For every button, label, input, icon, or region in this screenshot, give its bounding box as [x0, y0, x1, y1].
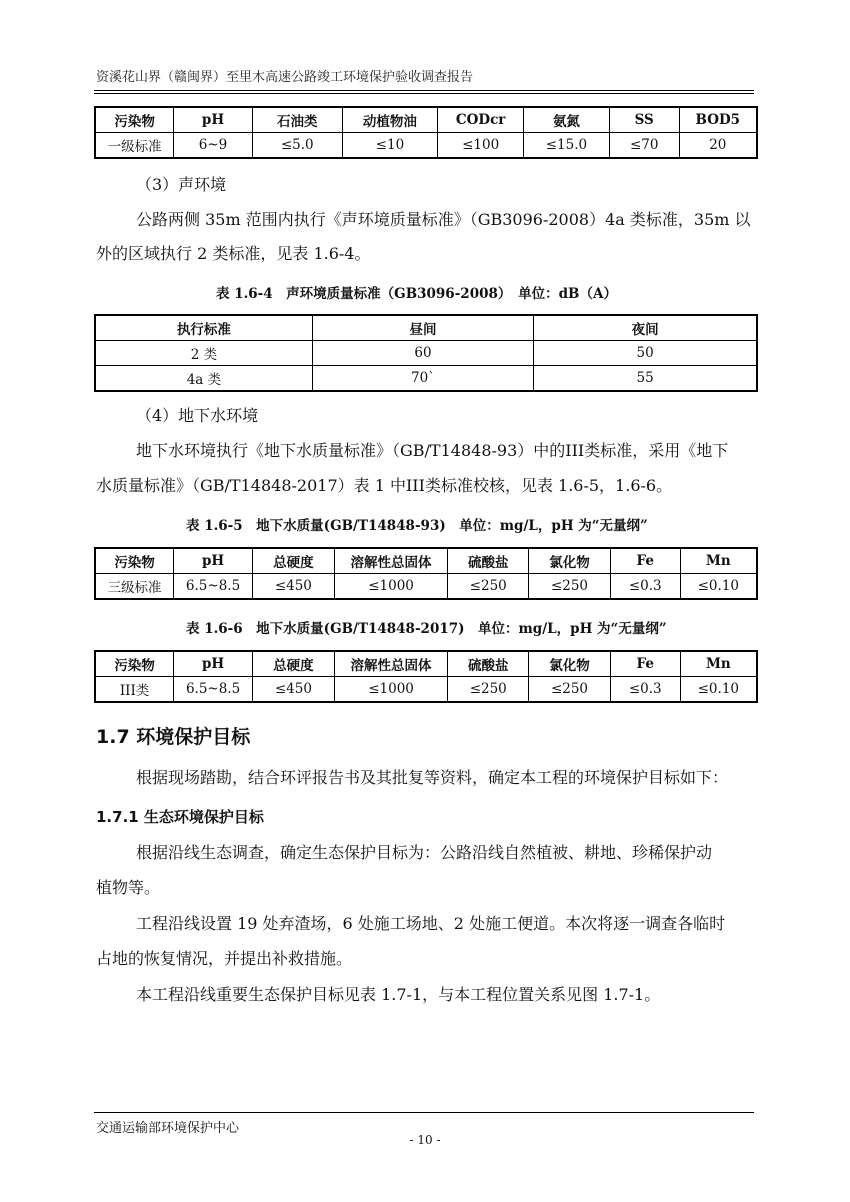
header-cell: 昼间 — [312, 315, 533, 341]
header-cell: 执行标准 — [95, 315, 312, 341]
table-cell: ≤1000 — [334, 574, 448, 600]
paragraph-line: 根据沿线生态调查，确定生态保护目标为：公路沿线自然植被、耕地、珍稀保护动 — [136, 843, 713, 862]
table-row — [95, 677, 757, 703]
header-cell: BOD5 — [679, 107, 757, 133]
table-header-row — [95, 107, 757, 133]
table-cell: ≤250 — [529, 677, 611, 703]
section-heading-1-7-1: 1.7.1 生态环境保护目标 — [96, 808, 264, 826]
header-cell: 氯化物 — [529, 548, 611, 574]
table-cell: ≤450 — [252, 574, 334, 600]
table-cell: 4a 类 — [95, 366, 312, 392]
header-cell: 氯化物 — [529, 651, 611, 677]
header-cell: 硫酸盐 — [448, 548, 529, 574]
paragraph-line: 工程沿线设置 19 处弃渣场，6 处施工场地、2 处施工便道。本次将逐一调查各临时 — [136, 914, 726, 933]
table-caption: 表 1.6-6 地下水质量(GB/T14848-2017) 单位：mg/L，pH 为“无量纲” — [186, 621, 667, 637]
table-cell: 三级标准 — [95, 574, 174, 600]
table-cell: ≤250 — [448, 677, 529, 703]
table-cell: 2 类 — [95, 341, 312, 366]
table-cell: 6.5~8.5 — [174, 677, 253, 703]
footer-org: 交通运输部环境保护中心 — [96, 1121, 240, 1136]
header-cell: 溶解性总固体 — [334, 651, 448, 677]
groundwater-table-2017 — [94, 650, 758, 703]
paragraph-line: 根据现场踏勘，结合环评报告书及其批复等资料，确定本工程的环境保护目标如下： — [136, 768, 729, 787]
header-cell: CODcr — [438, 107, 524, 133]
paragraph-line: 地下水环境执行《地下水质量标准》（GB/T14848-93）中的III类标准，采用《地下 — [136, 441, 729, 460]
table-cell: ≤250 — [448, 574, 529, 600]
noise-standard-table — [94, 314, 758, 392]
table-caption: 表 1.6-4 声环境质量标准（GB3096-2008） 单位：dB（A） — [216, 286, 617, 302]
water-standard-table — [94, 106, 758, 159]
header-rule-thin — [94, 93, 754, 94]
header-cell: 石油类 — [252, 107, 342, 133]
header-cell: pH — [174, 651, 253, 677]
table-cell: 6~9 — [174, 133, 253, 159]
table-cell: 60 — [312, 341, 533, 366]
page-number: - 10 - — [409, 1133, 441, 1147]
table-cell: ≤70 — [609, 133, 679, 159]
table-row — [95, 574, 757, 600]
header-cell: 硫酸盐 — [448, 651, 529, 677]
header-cell: SS — [609, 107, 679, 133]
table-cell: ≤0.10 — [680, 574, 757, 600]
table-cell: ≤0.3 — [610, 677, 680, 703]
table-cell: 55 — [534, 366, 757, 392]
paragraph-line: 公路两侧 35m 范围内执行《声环境质量标准》（GB3096-2008）4a 类标准，35m 以 — [136, 210, 751, 229]
table-caption: 表 1.6-5 地下水质量(GB/T14848-93) 单位：mg/L，pH 为“无量纲” — [186, 518, 648, 534]
table-cell: 70` — [312, 366, 533, 392]
header-cell: 污染物 — [95, 548, 174, 574]
table-cell: ≤450 — [253, 677, 335, 703]
header-rule — [94, 90, 754, 91]
table-cell: 6.5~8.5 — [174, 574, 253, 600]
section-heading-groundwater: （4）地下水环境 — [136, 406, 259, 425]
paragraph-line: 外的区域执行 2 类标准，见表 1.6-4。 — [96, 244, 371, 263]
header-cell: 总硬度 — [252, 548, 334, 574]
table-cell: 一级标准 — [95, 133, 174, 159]
table-cell: ≤1000 — [334, 677, 448, 703]
header-cell: Fe — [610, 548, 680, 574]
header-cell: 夜间 — [534, 315, 757, 341]
footer-rule — [94, 1112, 754, 1113]
header-cell: 溶解性总固体 — [334, 548, 448, 574]
table-header-row — [95, 548, 757, 574]
paragraph-line: 本工程沿线重要生态保护目标见表 1.7-1，与本工程位置关系见图 1.7-1。 — [136, 985, 661, 1004]
table-cell: 50 — [534, 341, 757, 366]
header-cell: 污染物 — [95, 107, 174, 133]
header-cell: 总硬度 — [253, 651, 335, 677]
header-cell: Mn — [680, 651, 757, 677]
table-cell: ≤15.0 — [524, 133, 610, 159]
header-cell: pH — [174, 107, 253, 133]
table-cell: ≤100 — [438, 133, 524, 159]
groundwater-table-93 — [94, 547, 758, 600]
section-heading-1-7: 1.7 环境保护目标 — [96, 726, 251, 748]
table-cell: III类 — [95, 677, 174, 703]
table-cell: ≤250 — [529, 574, 611, 600]
table-cell: ≤5.0 — [252, 133, 342, 159]
section-heading-noise: （3）声环境 — [136, 175, 227, 194]
header-cell: 氨氮 — [524, 107, 610, 133]
table-row — [95, 366, 757, 392]
paragraph-line: 水质量标准》（GB/T14848-2017）表 1 中III类标准校核，见表 1.6-5，1.6-6。 — [96, 476, 673, 495]
header-cell: 污染物 — [95, 651, 174, 677]
header-cell: Mn — [680, 548, 757, 574]
table-header-row — [95, 651, 757, 677]
paragraph-line: 植物等。 — [96, 878, 161, 897]
table-cell: ≤10 — [342, 133, 438, 159]
table-cell: 20 — [679, 133, 757, 159]
table-cell: ≤0.3 — [610, 574, 680, 600]
table-cell: ≤0.10 — [680, 677, 757, 703]
paragraph-line: 占地的恢复情况，并提出补救措施。 — [96, 949, 353, 968]
header-cell: 动植物油 — [342, 107, 438, 133]
table-header-row — [95, 315, 757, 341]
header-cell: Fe — [610, 651, 680, 677]
header-cell: pH — [174, 548, 253, 574]
table-row — [95, 341, 757, 366]
table-row — [95, 133, 757, 159]
running-header: 资溪花山界（赣闽界）至里木高速公路竣工环境保护验收调查报告 — [96, 70, 474, 85]
